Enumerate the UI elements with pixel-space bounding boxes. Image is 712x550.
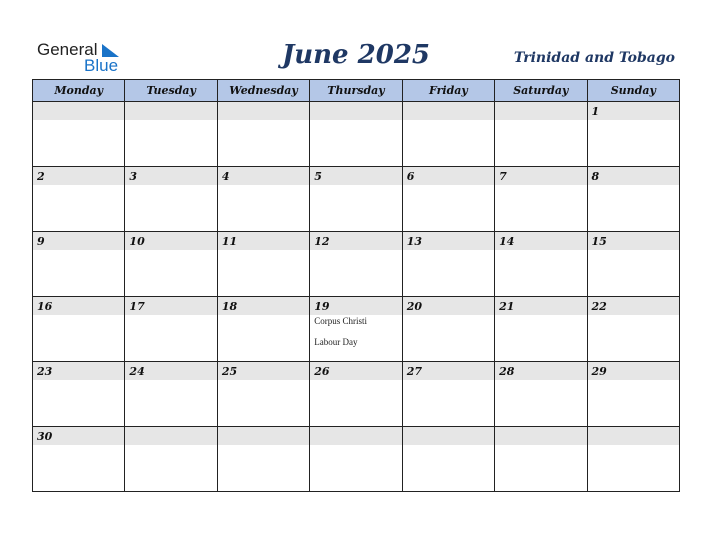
- day-cell[interactable]: [402, 232, 494, 297]
- logo-text-general: General: [37, 40, 98, 59]
- day-number: 3: [129, 170, 138, 183]
- day-number: 24: [129, 365, 145, 378]
- day-cell[interactable]: [587, 167, 679, 232]
- day-number: 17: [129, 300, 145, 313]
- day-number-band: [310, 167, 401, 185]
- day-number: 14: [499, 235, 515, 248]
- day-number: 4: [221, 170, 230, 183]
- weekday-header: Sunday: [587, 80, 679, 102]
- day-cell[interactable]: [33, 232, 125, 297]
- day-number-band: [495, 427, 586, 445]
- day-number: 7: [499, 170, 507, 183]
- day-number-band: [588, 427, 679, 445]
- day-number: 2: [37, 170, 45, 183]
- day-number: 29: [591, 365, 607, 378]
- day-cell[interactable]: [125, 427, 217, 492]
- weekday-header: Wednesday: [217, 80, 309, 102]
- day-number-band: [403, 102, 494, 120]
- day-cell[interactable]: [217, 102, 309, 167]
- day-number-band: [310, 427, 401, 445]
- day-cell[interactable]: [495, 167, 587, 232]
- day-number: 21: [499, 300, 515, 313]
- day-number-band: [33, 232, 124, 250]
- day-cell[interactable]: [310, 167, 402, 232]
- day-cell[interactable]: [310, 427, 402, 492]
- day-cell[interactable]: [217, 167, 309, 232]
- day-number-band: [403, 427, 494, 445]
- day-number: 13: [406, 235, 422, 248]
- day-number: 15: [591, 235, 607, 248]
- day-number-band: [495, 167, 586, 185]
- day-cell[interactable]: [125, 232, 217, 297]
- day-cell[interactable]: [587, 232, 679, 297]
- day-cell[interactable]: [587, 297, 679, 362]
- day-number: 30: [37, 430, 53, 443]
- week-row: [33, 362, 680, 427]
- day-cell[interactable]: [495, 427, 587, 492]
- day-number-band: [125, 167, 216, 185]
- day-number: 8: [591, 170, 600, 183]
- day-cell[interactable]: [217, 427, 309, 492]
- day-number-band: [125, 427, 216, 445]
- day-cell[interactable]: [587, 362, 679, 427]
- weekday-header-row: [33, 80, 680, 102]
- day-number-band: [125, 102, 216, 120]
- day-number-band: [495, 102, 586, 120]
- day-cell[interactable]: [495, 362, 587, 427]
- weekday-header: Saturday: [495, 80, 587, 102]
- day-number-band: [33, 102, 124, 120]
- day-cell[interactable]: [125, 167, 217, 232]
- day-cell[interactable]: [125, 297, 217, 362]
- day-cell[interactable]: [310, 362, 402, 427]
- day-number-band: [588, 167, 679, 185]
- day-number: 11: [221, 235, 238, 248]
- day-number: 18: [221, 300, 238, 313]
- day-cell[interactable]: [495, 232, 587, 297]
- weekday-header: Friday: [402, 80, 494, 102]
- week-row: [33, 427, 680, 492]
- day-number-band: [218, 167, 309, 185]
- page-title: June 2025: [281, 40, 431, 70]
- day-number-band: [403, 167, 494, 185]
- day-cell[interactable]: [310, 102, 402, 167]
- day-number: 10: [129, 235, 145, 248]
- day-cell[interactable]: [402, 362, 494, 427]
- day-number: 26: [314, 365, 330, 378]
- week-row: [33, 167, 680, 232]
- day-cell[interactable]: [217, 362, 309, 427]
- day-cell[interactable]: [33, 167, 125, 232]
- day-cell[interactable]: [33, 362, 125, 427]
- day-number: 19: [314, 300, 330, 313]
- day-number: 5: [314, 170, 322, 183]
- day-number-band: [33, 167, 124, 185]
- day-cell[interactable]: [402, 297, 494, 362]
- day-number: 28: [499, 365, 515, 378]
- day-number: 1: [591, 105, 600, 118]
- week-row: [33, 297, 680, 362]
- logo-text-blue: Blue: [84, 56, 119, 75]
- week-row: [33, 102, 680, 167]
- day-cell[interactable]: [310, 297, 402, 362]
- day-number: 9: [37, 235, 45, 248]
- day-number: 6: [406, 170, 415, 183]
- day-number: 22: [591, 300, 607, 313]
- day-number: 27: [406, 365, 422, 378]
- day-number: 23: [37, 365, 53, 378]
- holiday-label: Corpus Christi: [314, 316, 368, 326]
- calendar-grid: [32, 79, 680, 492]
- week-row: [33, 232, 680, 297]
- day-number: 20: [406, 300, 422, 313]
- day-number: 25: [221, 365, 238, 378]
- day-number: 16: [37, 300, 53, 313]
- weekday-header: Monday: [33, 80, 125, 102]
- day-number-band: [218, 102, 309, 120]
- day-cell[interactable]: [217, 232, 309, 297]
- day-number: 12: [314, 235, 330, 248]
- day-cell[interactable]: [33, 297, 125, 362]
- day-cell[interactable]: [402, 427, 494, 492]
- day-cell[interactable]: [402, 102, 494, 167]
- day-cell[interactable]: [587, 427, 679, 492]
- day-cell[interactable]: [402, 167, 494, 232]
- day-cell[interactable]: [33, 102, 125, 167]
- day-cell[interactable]: [495, 102, 587, 167]
- day-number-band: [588, 102, 679, 120]
- day-cell[interactable]: [125, 102, 217, 167]
- day-cell[interactable]: [33, 427, 125, 492]
- weekday-header: Tuesday: [125, 80, 217, 102]
- day-cell[interactable]: [495, 297, 587, 362]
- day-number-band: [310, 102, 401, 120]
- weekday-header: Thursday: [310, 80, 402, 102]
- day-number-band: [218, 427, 309, 445]
- day-cell[interactable]: [587, 102, 679, 167]
- day-cell[interactable]: [217, 297, 309, 362]
- day-cell[interactable]: [310, 232, 402, 297]
- holiday-label: Labour Day: [314, 337, 358, 347]
- day-cell[interactable]: [125, 362, 217, 427]
- country-label: Trinidad and Tobago: [513, 50, 675, 66]
